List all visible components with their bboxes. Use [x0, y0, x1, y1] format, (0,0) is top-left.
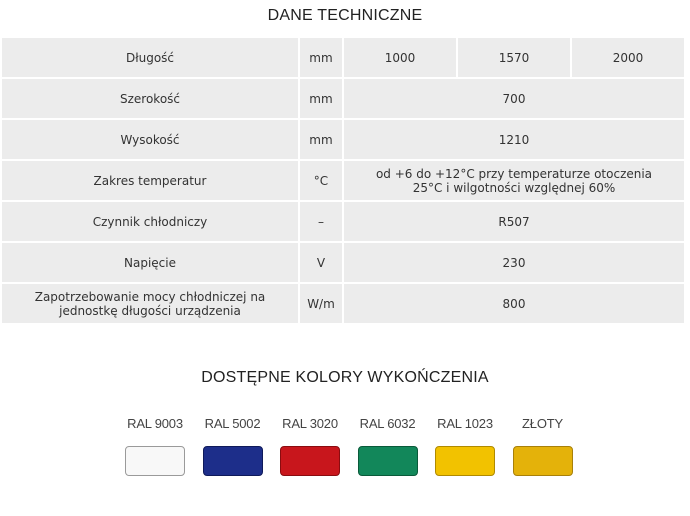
spec-value: 1000	[344, 38, 456, 77]
spec-unit: mm	[300, 79, 342, 118]
swatch-label: RAL 6032	[359, 416, 416, 431]
spec-value	[344, 161, 684, 200]
table-row	[2, 120, 684, 159]
color-swatch	[513, 446, 573, 476]
spec-label: Szerokość	[2, 79, 298, 118]
color-swatch	[280, 446, 340, 476]
spec-unit: W/m	[300, 284, 342, 323]
spec-label-line: Zapotrzebowanie mocy chłodniczej na	[34, 289, 266, 304]
spec-label-line: jednostkę długości urządzenia	[59, 303, 241, 318]
spec-unit: °C	[300, 161, 342, 200]
swatch-label: RAL 1023	[437, 416, 493, 431]
color-swatch	[125, 446, 185, 476]
table-row	[2, 38, 684, 77]
spec-value-line: od +6 do +12°C przy temperaturze otoczenia	[375, 166, 653, 181]
spec-unit: mm	[300, 120, 342, 159]
table-row	[2, 243, 684, 282]
spec-label	[2, 284, 298, 323]
table-row	[2, 161, 684, 200]
spec-value: 700	[344, 79, 684, 118]
spec-unit: –	[300, 202, 342, 241]
spec-label: Napięcie	[2, 243, 298, 282]
spec-value: 800	[344, 284, 684, 323]
spec-label: Zakres temperatur	[2, 161, 298, 200]
color-swatch	[435, 446, 495, 476]
spec-label: Długość	[2, 38, 298, 77]
spec-unit: mm	[300, 38, 342, 77]
table-row	[2, 79, 684, 118]
table-row	[2, 202, 684, 241]
swatch-label: RAL 5002	[204, 416, 261, 431]
spec-table	[0, 36, 686, 325]
color-swatch	[358, 446, 418, 476]
swatch-label: RAL 9003	[127, 416, 183, 431]
spec-value: 1210	[344, 120, 684, 159]
spec-value: 2000	[572, 38, 684, 77]
spec-unit: V	[300, 243, 342, 282]
spec-label: Wysokość	[2, 120, 298, 159]
spec-value: 1570	[458, 38, 570, 77]
tech-data-heading: DANE TECHNICZNE	[267, 7, 423, 24]
swatch-label: ZŁOTY	[522, 416, 563, 431]
spec-value: R507	[344, 202, 684, 241]
table-row	[2, 284, 684, 323]
spec-value-line: 25°C i wilgotności względnej 60%	[412, 180, 616, 195]
spec-value: 230	[344, 243, 684, 282]
swatch-label: RAL 3020	[282, 416, 338, 431]
spec-label: Czynnik chłodniczy	[2, 202, 298, 241]
colors-heading: DOSTĘPNE KOLORY WYKOŃCZENIA	[201, 369, 489, 386]
color-swatch	[203, 446, 263, 476]
